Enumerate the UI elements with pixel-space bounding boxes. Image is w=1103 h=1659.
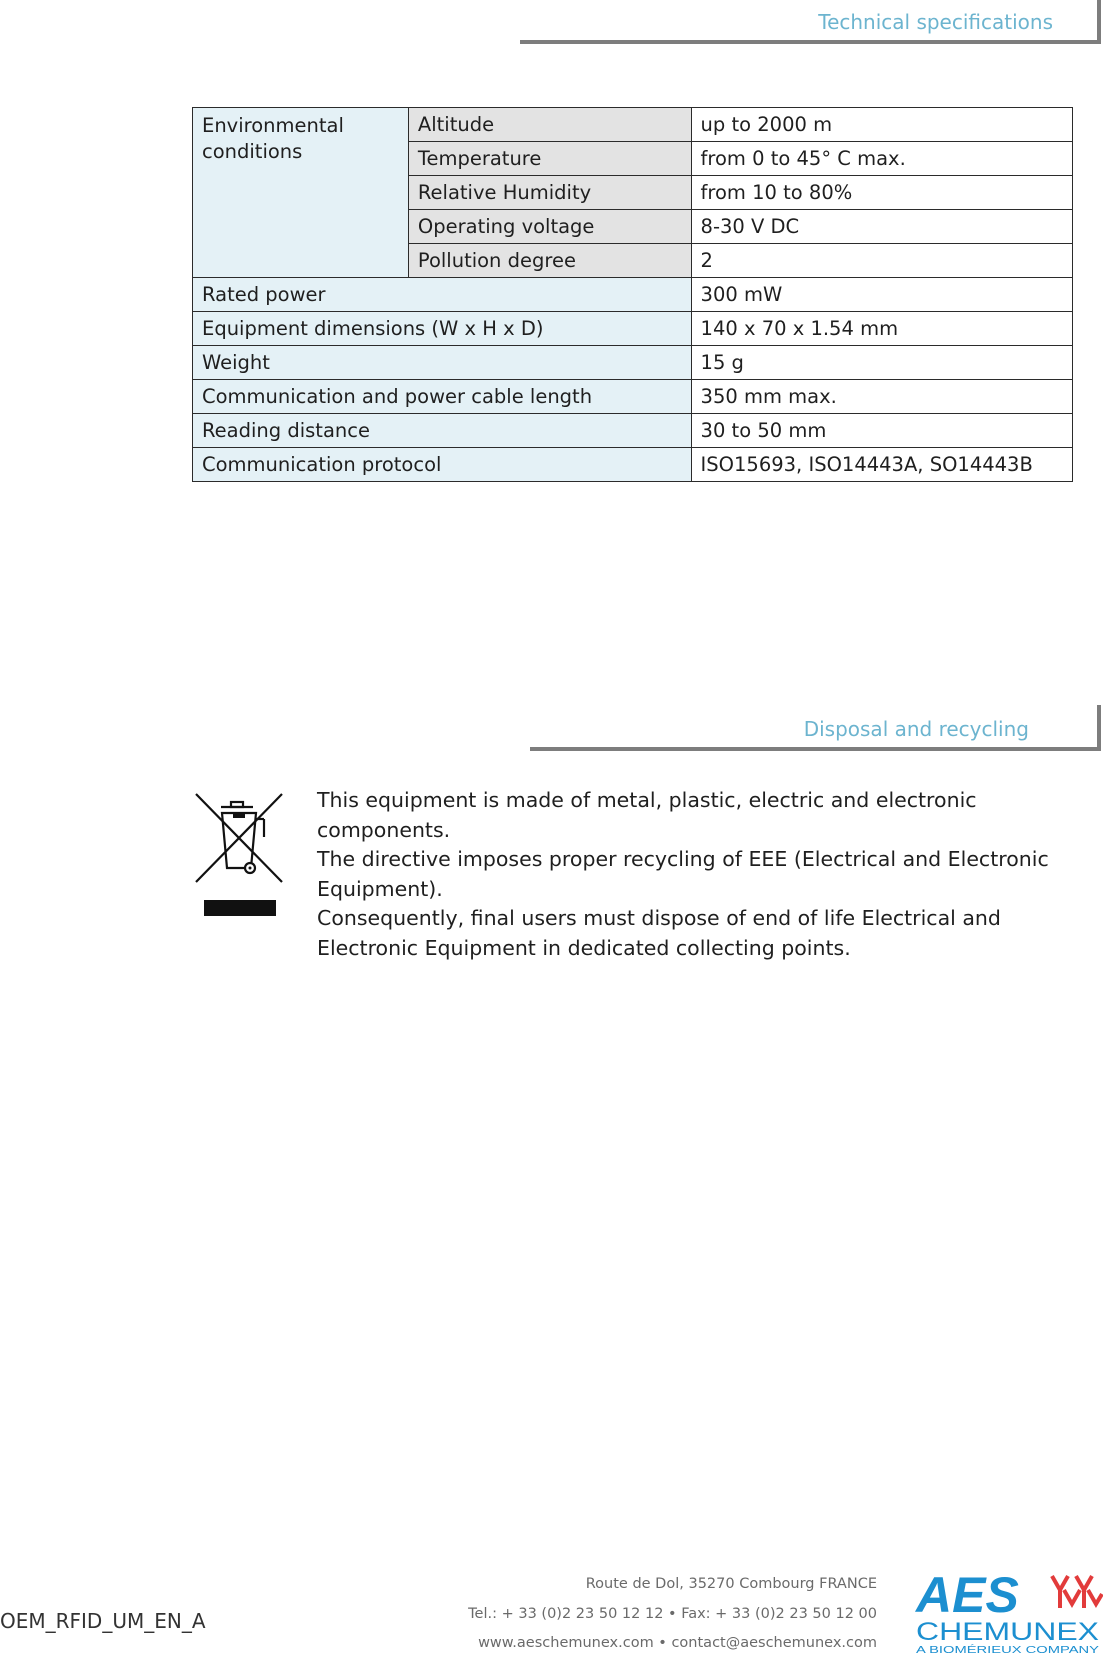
spec-value: 350 mm max. <box>691 380 1072 414</box>
spec-label: Altitude <box>408 108 691 142</box>
spec-value: 30 to 50 mm <box>691 414 1072 448</box>
disposal-title: Disposal and recycling <box>803 717 1029 741</box>
spec-value: 300 mW <box>691 278 1072 312</box>
spec-label: Relative Humidity <box>408 176 691 210</box>
disposal-line: This equipment is made of metal, plastic, electric and electronic components. <box>317 788 977 842</box>
spec-label: Weight <box>193 346 692 380</box>
tech-spec-header <box>520 0 1101 44</box>
table-row <box>193 278 1073 312</box>
table-row <box>193 108 1073 142</box>
tech-spec-title: Technical specifications <box>818 10 1053 34</box>
spec-value: ISO15693, ISO14443A, SO14443B <box>691 448 1072 482</box>
disposal-text <box>317 786 1103 963</box>
env-label: Environmental conditions <box>193 108 409 278</box>
logo-sub: CHEMUNEX <box>916 1618 1100 1646</box>
spec-value: 2 <box>691 244 1072 278</box>
footer-phone: Tel.: + 33 (0)2 23 50 12 12 • Fax: + 33 (0)2 23 50 12 00 <box>468 1605 877 1622</box>
spec-value: 15 g <box>691 346 1072 380</box>
spec-value: 8-30 V DC <box>691 210 1072 244</box>
spec-table <box>192 107 1073 482</box>
weee-crossed-bin-icon <box>194 790 284 920</box>
table-row <box>193 448 1073 482</box>
table-row <box>193 346 1073 380</box>
spec-label: Temperature <box>408 142 691 176</box>
company-logo <box>912 1568 1103 1654</box>
footer-address: Route de Dol, 35270 Combourg FRANCE <box>585 1576 877 1592</box>
spec-value: from 10 to 80% <box>691 176 1072 210</box>
spec-label: Rated power <box>193 278 692 312</box>
spec-label: Pollution degree <box>408 244 691 278</box>
spec-label: Communication protocol <box>193 448 692 482</box>
spec-value: up to 2000 m <box>691 108 1072 142</box>
disposal-header <box>530 705 1101 751</box>
spec-value: from 0 to 45° C max. <box>691 142 1072 176</box>
logo-tagline: A BIOMÉRIEUX COMPANY <box>916 1645 1041 1654</box>
table-row <box>193 312 1073 346</box>
spec-label: Operating voltage <box>408 210 691 244</box>
disposal-line: The directive imposes proper recycling of EEE (Electrical and Electronic Equipment). <box>317 847 1049 901</box>
table-row <box>193 414 1073 448</box>
footer-web: www.aeschemunex.com • contact@aeschemunex.com <box>478 1635 877 1651</box>
footer-address-block <box>468 1570 877 1659</box>
spec-label: Communication and power cable length <box>193 380 692 414</box>
logo-main: AES <box>916 1568 1019 1623</box>
spec-label: Reading distance <box>193 414 692 448</box>
spec-value: 140 x 70 x 1.54 mm <box>691 312 1072 346</box>
disposal-line: Consequently, final users must dispose of end of life Electrical and Electronic Equipment in dedicated collecting points. <box>317 906 1001 960</box>
table-row <box>193 380 1073 414</box>
document-code: OEM_RFID_UM_EN_A <box>0 1609 206 1633</box>
spec-label: Equipment dimensions (W x H x D) <box>193 312 692 346</box>
